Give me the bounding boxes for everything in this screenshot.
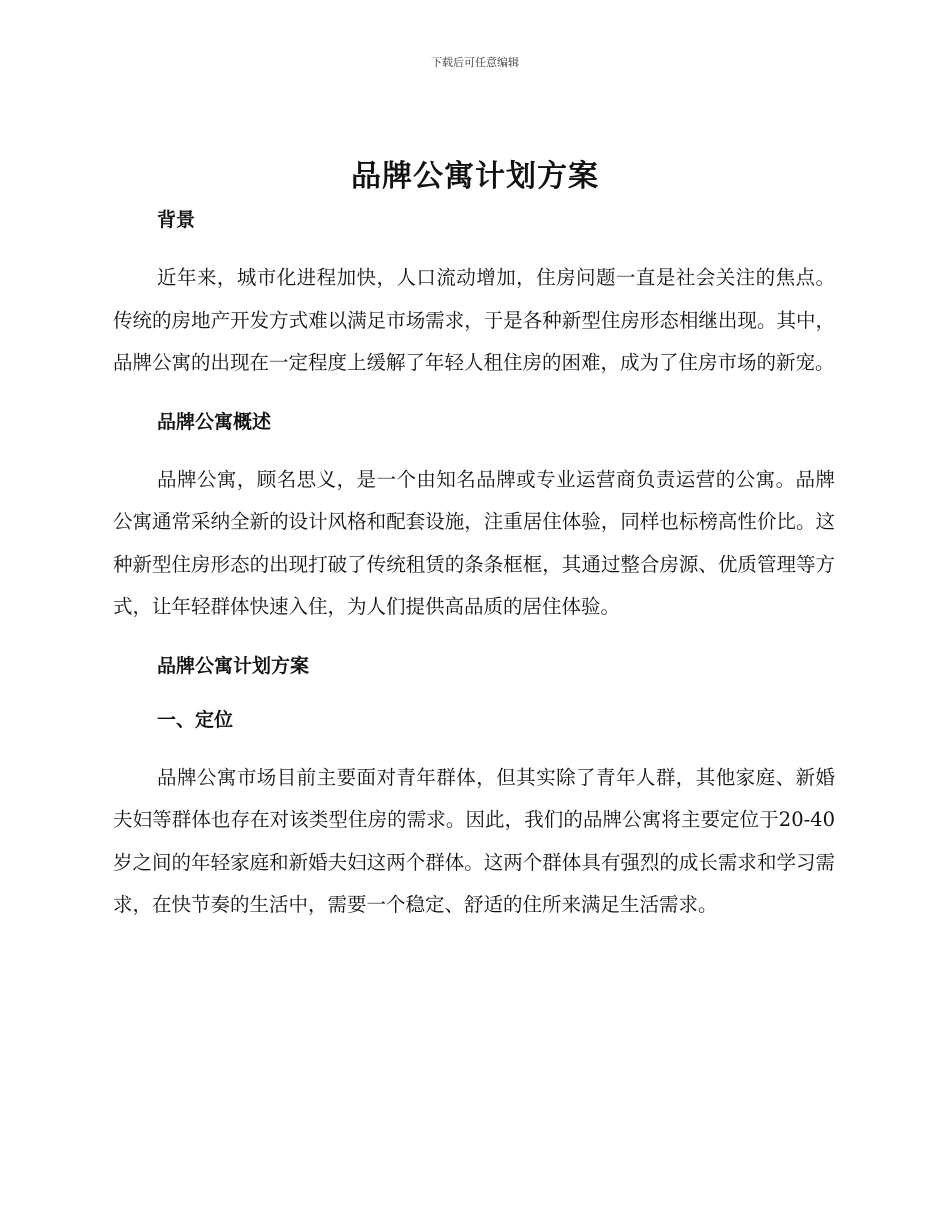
paragraph-overview: 品牌公寓，顾名思义，是一个由知名品牌或专业运营商负责运营的公寓。品牌公寓通常采纳全新的设计风格和配套设施，注重居住体验，同样也标榜高性价比。这种新型住房形态的出现打破了传统租赁的条条框框，其通过整合房源、优质管理等方式，让年轻群体快速入住，为人们提供高品质的居住体验。	[113, 467, 835, 618]
page-header-note: 下载后可任意编辑	[431, 56, 519, 69]
section-heading-overview: 品牌公寓概述	[157, 410, 272, 433]
paragraph-positioning: 品牌公寓市场目前主要面对青年群体，但其实除了青年人群，其他家庭、新婚夫妇等群体也存在对该类型住房的需求。因此，我们的品牌公寓将主要定位于20-40岁之间的年轻家庭和新婚夫妇这两个群体。这两个群体具有强烈的成长需求和学习需求，在快节奏的生活中，需要一个稳定、舒适的住所来满足生活需求。	[113, 765, 835, 916]
subsection-heading-positioning: 一、定位	[157, 708, 234, 731]
paragraph-background: 近年来，城市化进程加快，人口流动增加，住房问题一直是社会关注的焦点。传统的房地产开发方式难以满足市场需求，于是各种新型住房形态相继出现。其中，品牌公寓的出现在一定程度上缓解了年轻人租住房的困难，成为了住房市场的新宠。	[113, 266, 835, 374]
section-heading-plan: 品牌公寓计划方案	[157, 654, 310, 677]
document-title: 品牌公寓计划方案	[351, 159, 599, 194]
document-body	[113, 205, 835, 927]
section-heading-background: 背景	[157, 209, 196, 231]
